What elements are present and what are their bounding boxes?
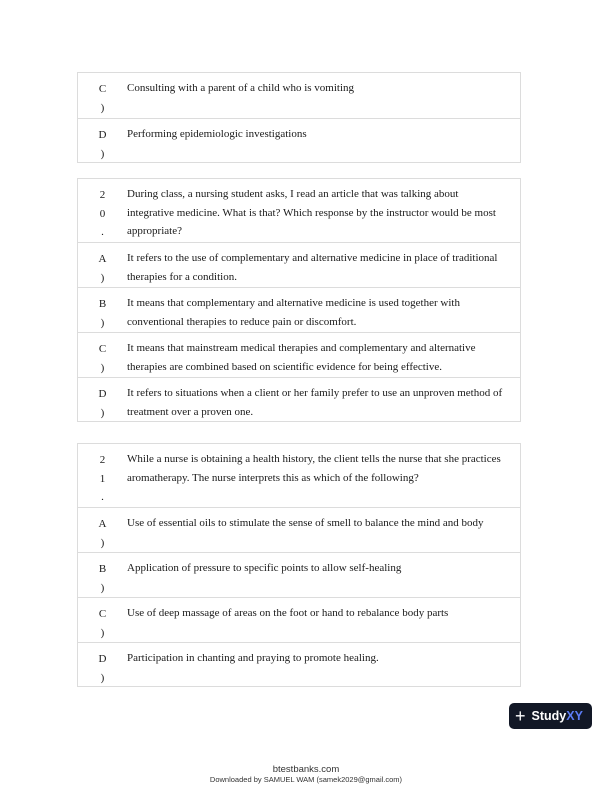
footer-site: btestbanks.com bbox=[272, 764, 340, 775]
question-row bbox=[78, 444, 520, 507]
brand-name: StudyXY bbox=[531, 709, 583, 723]
option-label: D ) bbox=[98, 129, 107, 160]
option-text: Use of deep massage of areas on the foot or hand to rebalance body parts bbox=[127, 607, 449, 619]
option-label: B ) bbox=[98, 563, 107, 594]
option-label: A ) bbox=[98, 518, 107, 549]
option-text: Performing epidemiologic investigations bbox=[127, 128, 307, 140]
option-text: It refers to the use of complementary and alternative medicine in place of traditional therapies for a condition. bbox=[127, 252, 498, 283]
question-row bbox=[78, 179, 520, 242]
plus-icon: + bbox=[515, 706, 526, 726]
question-20-table bbox=[77, 178, 521, 422]
option-row-b bbox=[78, 287, 520, 332]
option-row-d bbox=[78, 642, 520, 686]
question-number: 2 0 . bbox=[99, 189, 106, 238]
option-label: D ) bbox=[98, 653, 107, 684]
option-row-c bbox=[78, 332, 520, 377]
question-21-table bbox=[77, 443, 521, 687]
option-row-c bbox=[78, 597, 520, 642]
option-label: A ) bbox=[98, 253, 107, 284]
option-row-c bbox=[78, 73, 520, 118]
answer-table-top bbox=[77, 72, 521, 163]
footer-download-note: Downloaded by SAMUEL WAM (samek2029@gmail.com) bbox=[209, 775, 403, 784]
option-text: Consulting with a parent of a child who is vomiting bbox=[127, 82, 355, 94]
option-text: Application of pressure to specific points to allow self-healing bbox=[127, 562, 402, 574]
option-row-b bbox=[78, 552, 520, 597]
option-text: It means that complementary and alternative medicine is used together with conventional therapies to reduce pain or discomfort. bbox=[127, 297, 460, 328]
option-label: C ) bbox=[98, 343, 107, 374]
studyxy-badge[interactable] bbox=[509, 703, 592, 729]
option-label: D ) bbox=[98, 388, 107, 419]
option-text: Use of essential oils to stimulate the sense of smell to balance the mind and body bbox=[127, 517, 484, 529]
option-label: C ) bbox=[98, 83, 107, 114]
question-text: While a nurse is obtaining a health history, the client tells the nurse that she practices aromatherapy. The nurse interprets this as which of the following? bbox=[127, 453, 501, 484]
option-row-a bbox=[78, 507, 520, 552]
option-label: B ) bbox=[98, 298, 107, 329]
option-text: Participation in chanting and praying to promote healing. bbox=[127, 652, 379, 664]
question-number: 2 1 . bbox=[99, 454, 106, 503]
question-text: During class, a nursing student asks, I read an article that was talking about integrative medicine. What is that? Which response by the instructor would be most appropriate? bbox=[127, 188, 496, 237]
option-row-d bbox=[78, 377, 520, 421]
option-row-a bbox=[78, 242, 520, 287]
option-text: It refers to situations when a client or her family prefer to use an unproven method of treatment over a proven one. bbox=[127, 387, 503, 418]
option-label: C ) bbox=[98, 608, 107, 639]
option-row-d bbox=[78, 118, 520, 162]
option-text: It means that mainstream medical therapies and complementary and alternative therapies are combined based on scientific evidence for being effective. bbox=[127, 342, 476, 373]
